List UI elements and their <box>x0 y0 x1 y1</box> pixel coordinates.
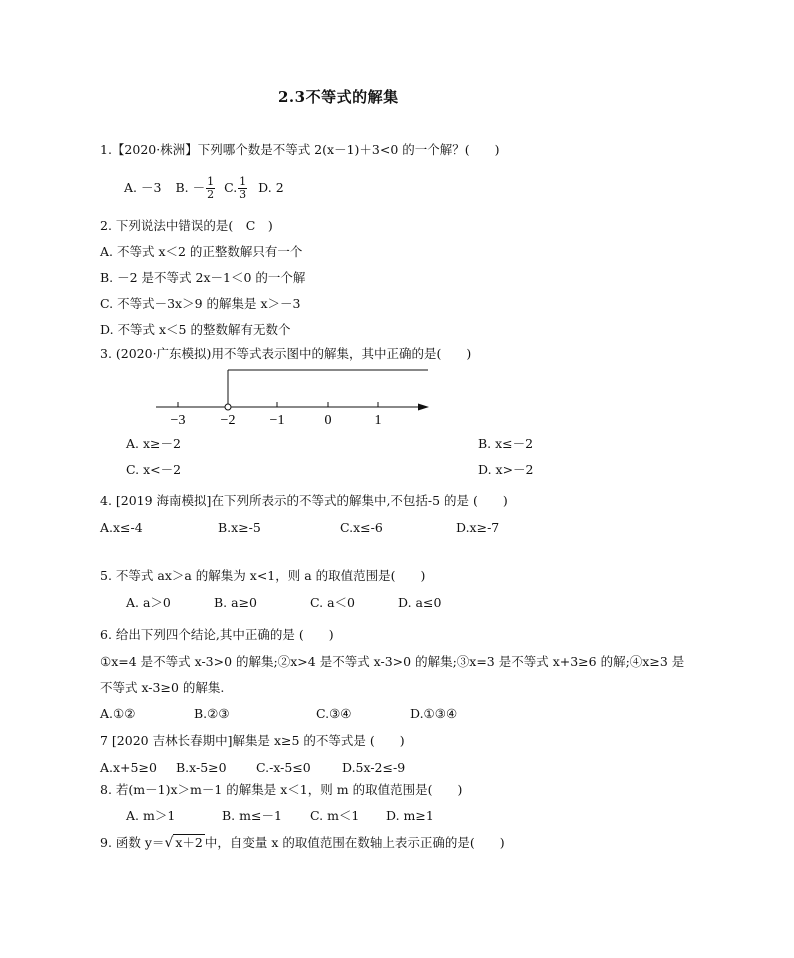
question-4-option-b: B.x≥-5 <box>218 520 261 535</box>
tick-label: −1 <box>269 413 285 428</box>
question-9-radicand: x＋2 <box>175 835 203 850</box>
question-4-option-d: D.x≥-7 <box>456 520 500 535</box>
question-3-option-c: C. x<－2 <box>126 462 182 477</box>
question-8-stem: 8. 若(m－1)x＞m－1 的解集是 x＜1，则 m 的取值范围是( ) <box>100 782 463 797</box>
question-3-option-d: D. x>－2 <box>478 462 534 477</box>
question-7-option-a: A.x+5≥0 <box>100 760 157 775</box>
question-4-stem: 4. [2019 海南模拟]在下列所表示的不等式的解集中,不包括-5 的是 ( ) <box>100 493 508 508</box>
question-3-option-a: A. x≥－2 <box>126 436 181 451</box>
sqrt-icon: √ <box>164 834 174 851</box>
question-2-stem: 2. 下列说法中错误的是( C ) <box>100 218 273 233</box>
fraction-numerator: 1 <box>239 174 247 188</box>
question-7-option-d: D.5x-2≤-9 <box>342 760 406 775</box>
question-3-stem: 3. (2020·广东模拟)用不等式表示图中的解集，其中正确的是( ) <box>100 346 472 361</box>
question-6-statements-line-2: 不等式 x-3≥0 的解集. <box>100 680 225 695</box>
question-6-statements-line-1: ①x=4 是不等式 x-3>0 的解集;②x>4 是不等式 x-3>0 的解集;③x=3 是不等式 x+3≥6 的解;④x≥3 是 <box>100 654 685 669</box>
question-8-option-b: B. m≤－1 <box>222 808 282 823</box>
question-1-option-c-label: C. <box>224 180 238 195</box>
question-5-option-d: D. a≤0 <box>398 595 442 610</box>
question-4-option-c: C.x≤-6 <box>340 520 383 535</box>
question-5-option-b: B. a≥0 <box>214 595 258 610</box>
tick-label: −2 <box>220 413 236 428</box>
question-9-stem <box>100 834 505 851</box>
tick-label: −3 <box>170 413 186 428</box>
question-4-option-a: A.x≤-4 <box>100 520 143 535</box>
fraction-denominator: 3 <box>239 187 247 201</box>
page-title: 2.3不等式的解集 <box>278 88 399 106</box>
question-6-stem: 6. 给出下列四个结论,其中正确的是 ( ) <box>100 627 334 642</box>
question-3-option-b: B. x≤－2 <box>478 436 534 451</box>
question-1-option-b-label: B. － <box>175 180 206 195</box>
question-1-stem: 1.【2020·株洲】下列哪个数是不等式 2(x－1)＋3<0 的一个解？( ) <box>100 142 500 157</box>
question-8-option-a: A. m＞1 <box>126 808 176 823</box>
question-1-option-c-fraction <box>238 176 247 201</box>
fraction-denominator: 2 <box>207 187 215 201</box>
tick-label: 1 <box>374 413 382 428</box>
question-1-option-b-fraction <box>206 176 215 201</box>
question-1-option-a: A. －3 <box>124 180 162 195</box>
question-2-option-b: B. －2 是不等式 2x－1＜0 的一个解 <box>100 270 306 285</box>
axis-arrow-icon <box>418 404 429 411</box>
question-2-option-a: A. 不等式 x＜2 的正整数解只有一个 <box>100 244 303 259</box>
question-5-stem: 5. 不等式 ax＞a 的解集为 x<1，则 a 的取值范围是( ) <box>100 568 426 583</box>
question-7-stem: 7 [2020 吉林长春期中]解集是 x≥5 的不等式是 ( ) <box>100 733 405 748</box>
number-line <box>150 364 440 428</box>
question-7-option-c: C.-x-5≤0 <box>256 760 311 775</box>
question-9-suffix: 中，自变量 x 的取值范围在数轴上表示正确的是( ) <box>204 834 505 850</box>
tick-label: 0 <box>324 413 332 428</box>
question-6-option-a: A.①② <box>100 706 136 721</box>
question-8-option-c: C. m＜1 <box>310 808 360 823</box>
question-5-option-c: C. a＜0 <box>310 595 355 610</box>
question-2-option-c: C. 不等式－3x＞9 的解集是 x＞－3 <box>100 296 301 311</box>
question-6-option-b: B.②③ <box>194 706 230 721</box>
open-circle-endpoint <box>225 404 231 410</box>
question-6-option-c: C.③④ <box>316 706 352 721</box>
question-1-options <box>124 170 284 206</box>
question-1-option-d: D. 2 <box>258 180 284 195</box>
question-6-option-d: D.①③④ <box>410 706 458 721</box>
question-7-option-b: B.x-5≥0 <box>176 760 227 775</box>
question-9-prefix: 9. 函数 y＝ <box>100 834 165 850</box>
question-5-option-a: A. a＞0 <box>126 595 171 610</box>
fraction-numerator: 1 <box>207 174 215 188</box>
question-2-option-d: D. 不等式 x＜5 的整数解有无数个 <box>100 322 291 337</box>
question-8-option-d: D. m≥1 <box>386 808 434 823</box>
